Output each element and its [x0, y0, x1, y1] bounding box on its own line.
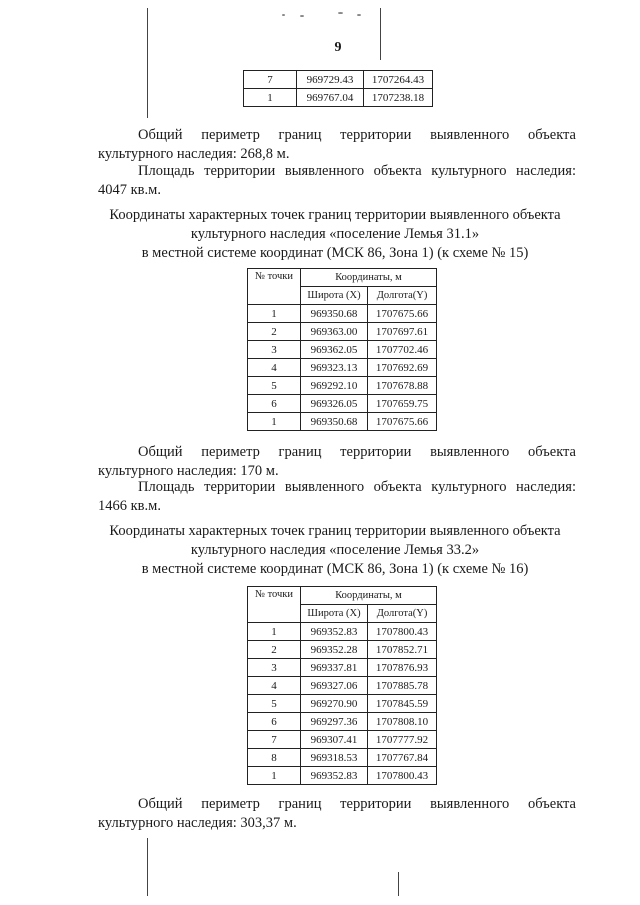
- coordinates-table-lemya-33-2: [247, 586, 437, 785]
- point-number-cell: 4: [248, 677, 301, 695]
- table-row: [248, 767, 437, 785]
- area-paragraph: [98, 478, 576, 516]
- header-longitude: Долгота(Y): [368, 605, 437, 623]
- heading-line-3: в местной системе координат (МСК 86, Зона 1) (к схеме № 15): [141, 245, 529, 261]
- point-number-cell: 4: [248, 359, 301, 377]
- perimeter-line-1: Общий периметр границ территории выявленного объекта: [138, 127, 576, 143]
- latitude-cell: 969270.90: [301, 695, 368, 713]
- perimeter-line-2: культурного наследия: 170 м.: [98, 463, 279, 479]
- area-line-1: Площадь территории выявленного объекта культурного наследия:: [138, 479, 576, 495]
- point-number-cell: 1: [248, 623, 301, 641]
- point-number-cell: 6: [248, 713, 301, 731]
- table-row: [248, 641, 437, 659]
- perimeter-line-2: культурного наследия: 303,37 м.: [98, 815, 297, 831]
- point-number-cell: 2: [248, 641, 301, 659]
- section-heading-lemya-33-2: [90, 522, 580, 579]
- table-row: [248, 623, 437, 641]
- longitude-cell: 1707876.93: [368, 659, 437, 677]
- scan-artifact-line-bottom-right: [398, 872, 399, 896]
- scan-artifact-speck: [357, 14, 361, 16]
- longitude-cell: 1707852.71: [368, 641, 437, 659]
- latitude-cell: 969362.05: [301, 341, 368, 359]
- table-row: [248, 731, 437, 749]
- latitude-cell: 969318.53: [301, 749, 368, 767]
- table-header-row: [248, 269, 437, 287]
- longitude-cell: 1707800.43: [368, 767, 437, 785]
- latitude-cell: 969326.05: [301, 395, 368, 413]
- table-row: [248, 413, 437, 431]
- longitude-cell: 1707800.43: [368, 623, 437, 641]
- table-body: [248, 623, 437, 785]
- longitude-cell: 1707808.10: [368, 713, 437, 731]
- table-row: [248, 359, 437, 377]
- longitude-cell: 1707845.59: [368, 695, 437, 713]
- heading-line-3: в местной системе координат (МСК 86, Зона 1) (к схеме № 16): [141, 561, 529, 577]
- latitude-cell: 969337.81: [301, 659, 368, 677]
- point-number-cell: 5: [248, 377, 301, 395]
- perimeter-paragraph: [98, 795, 576, 833]
- area-line-2: 4047 кв.м.: [98, 182, 161, 198]
- heading-line-1: Координаты характерных точек границ территории выявленного объекта: [109, 207, 561, 223]
- coordinates-table-lemya-31-1: [247, 268, 437, 431]
- longitude-cell: 1707675.66: [368, 305, 437, 323]
- point-number-cell: 7: [248, 731, 301, 749]
- longitude-cell: 1707885.78: [368, 677, 437, 695]
- latitude-cell: 969350.68: [301, 413, 368, 431]
- point-number-cell: 2: [248, 323, 301, 341]
- header-coordinates: Координаты, м: [301, 269, 437, 287]
- heading-line-1: Координаты характерных точек границ территории выявленного объекта: [109, 523, 561, 539]
- area-line-1: Площадь территории выявленного объекта культурного наследия:: [138, 163, 576, 179]
- longitude-cell: 1707238.18: [364, 89, 433, 107]
- longitude-cell: 1707678.88: [368, 377, 437, 395]
- page-number: 9: [334, 40, 342, 55]
- perimeter-line-1: Общий периметр границ территории выявленного объекта: [138, 444, 576, 460]
- scan-artifact-line-top: [147, 8, 148, 118]
- header-point-number: № точки: [248, 269, 301, 305]
- table-row: [248, 695, 437, 713]
- perimeter-line-2: культурного наследия: 268,8 м.: [98, 146, 290, 162]
- point-number-cell: 3: [248, 341, 301, 359]
- scan-artifact-line-right: [380, 8, 381, 60]
- longitude-cell: 1707702.46: [368, 341, 437, 359]
- area-line-2: 1466 кв.м.: [98, 498, 161, 514]
- section-heading-lemya-31-1: [90, 206, 580, 263]
- longitude-cell: 1707659.75: [368, 395, 437, 413]
- latitude-cell: 969352.28: [301, 641, 368, 659]
- point-number-cell: 1: [248, 305, 301, 323]
- heading-line-2: культурного наследия «поселение Лемья 33.2»: [190, 542, 480, 558]
- perimeter-paragraph: [98, 443, 576, 481]
- point-number-cell: 1: [244, 89, 297, 107]
- longitude-cell: 1707697.61: [368, 323, 437, 341]
- table-row: [248, 305, 437, 323]
- table-row: [248, 341, 437, 359]
- longitude-cell: 1707777.92: [368, 731, 437, 749]
- table-row: [248, 677, 437, 695]
- header-coordinates: Координаты, м: [301, 587, 437, 605]
- table-header-row: [248, 587, 437, 605]
- header-longitude: Долгота(Y): [368, 287, 437, 305]
- point-number-cell: 3: [248, 659, 301, 677]
- perimeter-paragraph: [98, 126, 576, 164]
- scan-artifact-line-bottom: [147, 838, 148, 896]
- table-row: [248, 659, 437, 677]
- table-row: [244, 89, 433, 107]
- latitude-cell: 969363.00: [301, 323, 368, 341]
- point-number-cell: 1: [248, 767, 301, 785]
- latitude-cell: 969352.83: [301, 623, 368, 641]
- latitude-cell: 969729.43: [297, 71, 364, 89]
- longitude-cell: 1707264.43: [364, 71, 433, 89]
- table-body: [248, 305, 437, 431]
- scan-artifact-speck: [338, 12, 343, 14]
- table-row: [248, 323, 437, 341]
- latitude-cell: 969350.68: [301, 305, 368, 323]
- table-row: [248, 749, 437, 767]
- latitude-cell: 969297.36: [301, 713, 368, 731]
- heading-line-2: культурного наследия «поселение Лемья 31.1»: [190, 226, 480, 242]
- longitude-cell: 1707767.84: [368, 749, 437, 767]
- table-row: [248, 377, 437, 395]
- perimeter-line-1: Общий периметр границ территории выявленного объекта: [138, 796, 576, 812]
- table-row: [248, 713, 437, 731]
- table-row: [248, 395, 437, 413]
- point-number-cell: 7: [244, 71, 297, 89]
- latitude-cell: 969352.83: [301, 767, 368, 785]
- latitude-cell: 969327.06: [301, 677, 368, 695]
- point-number-cell: 6: [248, 395, 301, 413]
- latitude-cell: 969323.13: [301, 359, 368, 377]
- point-number-cell: 5: [248, 695, 301, 713]
- latitude-cell: 969307.41: [301, 731, 368, 749]
- point-number-cell: 1: [248, 413, 301, 431]
- header-latitude: Широта (X): [301, 287, 368, 305]
- scan-artifact-speck: [300, 15, 304, 17]
- coordinates-table-continuation: [243, 70, 433, 107]
- scan-artifact-speck: [282, 14, 285, 16]
- header-latitude: Широта (X): [301, 605, 368, 623]
- longitude-cell: 1707675.66: [368, 413, 437, 431]
- latitude-cell: 969767.04: [297, 89, 364, 107]
- point-number-cell: 8: [248, 749, 301, 767]
- table-row: [244, 71, 433, 89]
- header-point-number: № точки: [248, 587, 301, 623]
- latitude-cell: 969292.10: [301, 377, 368, 395]
- longitude-cell: 1707692.69: [368, 359, 437, 377]
- area-paragraph: [98, 162, 576, 200]
